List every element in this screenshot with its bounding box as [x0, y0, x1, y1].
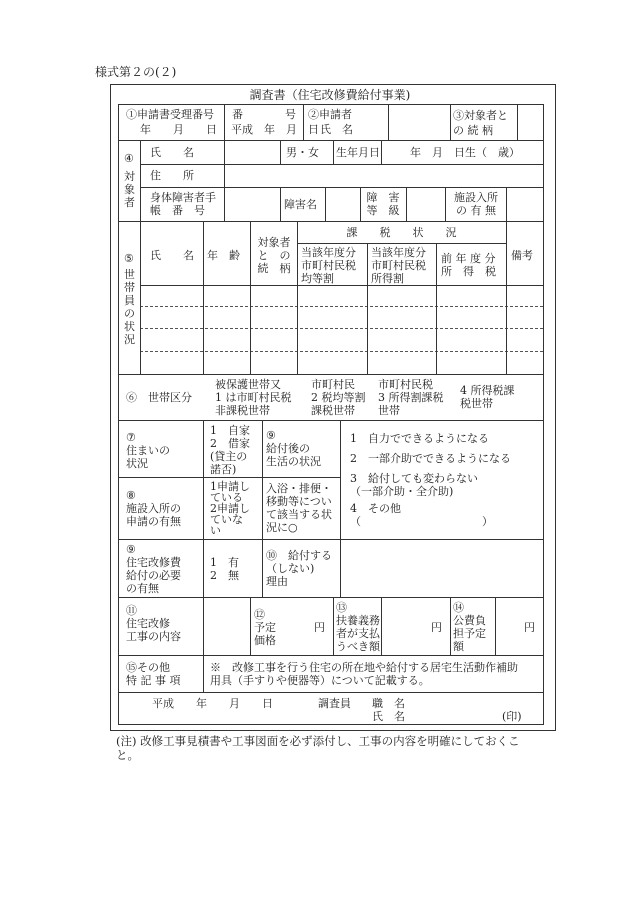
- birth-date-value: 年 月 日生（ 歳）: [410, 146, 520, 159]
- reason-label: ⑩ 給付する （しない) 理由: [266, 549, 332, 588]
- job-title-label: 職 名: [372, 697, 405, 710]
- household-vertical-label: 世帯員の状況: [124, 268, 135, 346]
- planned-price-yen: 円: [314, 621, 325, 634]
- support-amount-yen: 円: [431, 621, 442, 634]
- special-notes-label: ⑮その他 特 記 事 項: [126, 661, 181, 687]
- investigator-name-label: 氏 名: [372, 710, 405, 723]
- footnote: (注) 改修工事見積書や工事図面を必ず添付し、工事の内容を明確にしておくこ と。: [116, 734, 520, 762]
- subject-vertical-label: 対象者: [124, 170, 135, 209]
- doc-title: 調査書（住宅改修費給付事業): [249, 88, 411, 102]
- life-option-4: 4 その他 （ ）: [350, 502, 493, 528]
- tax-status-header: 課 税 状 況: [346, 226, 457, 239]
- col-age-header: 年 齢: [207, 249, 240, 262]
- life-after-benefit-label: ⑨ 給付後の 生活の状況: [266, 429, 321, 468]
- receipt-number-label: ①申請書受理番号: [126, 108, 214, 121]
- disability-name-label: 障害名: [284, 198, 317, 211]
- work-content-label: ⑪ 住宅改修 工事の内容: [126, 604, 181, 643]
- investigator-label: 調査員: [318, 697, 351, 710]
- facility-application-label: ⑧ 施設入所の 申請の有無: [126, 489, 181, 528]
- category-option-4: 4 所得税課 税世帯: [460, 384, 515, 410]
- tax-col-per-capita: 当該年度分 市町村民税 均等割: [301, 246, 356, 285]
- col-name-header: 氏 名: [150, 249, 194, 262]
- life-option-2: 2 一部介助でできるようになる: [350, 452, 511, 465]
- support-obligor-amount-label: ⑬ 扶養義務 者が支払 うべき額: [336, 601, 380, 653]
- public-burden-yen: 円: [524, 621, 535, 634]
- disability-grade-label: 障 害 等 級: [366, 191, 400, 217]
- signature-date: 平成 年 月 日: [152, 697, 273, 710]
- activity-instruction: 入浴・排便・ 移動等につい て該当する状 況に○: [266, 482, 332, 534]
- special-notes-text: ※ 改修工事を行う住宅の所在地や給付する居宅生活動作補助 用具（手すりや便器等）について記載する。: [210, 661, 518, 687]
- applicant-name-label: 氏 名: [320, 123, 353, 136]
- address-label: 住 所: [150, 169, 194, 182]
- household-category-label: ⑥ 世帯区分: [126, 391, 192, 404]
- life-option-3: 3 給付しても変わらない （一部介助・全介助): [350, 472, 478, 498]
- gou-label: 号: [285, 108, 296, 121]
- housing-options: 1 自家 2 借家 (貸主の 諾否): [210, 424, 250, 476]
- necessity-label: ⑨ 住宅改修費 給付の必要 の有無: [126, 543, 181, 595]
- receipt-date: 年 月 日: [140, 123, 217, 136]
- facility-admission-label: 施設入所 の 有 無: [454, 191, 498, 217]
- category-option-1: 被保護世帯又 1 は市町村民税 非課税世帯: [215, 378, 292, 417]
- ban-label: 番: [232, 108, 243, 121]
- heisei-date: 平成 年 月 日: [231, 123, 319, 136]
- public-burden-label: ⑭ 公費負 担予定 額: [453, 601, 486, 653]
- subject-name-label: 氏 名: [150, 146, 194, 159]
- planned-price-label: ⑫ 予定 価格: [254, 608, 276, 647]
- housing-status-label: ⑦ 住まいの 状況: [126, 431, 170, 470]
- form-label: 様式第２の(２): [95, 65, 177, 79]
- relation-label: ③対象者と の 続 柄: [453, 109, 508, 137]
- subject-section-number: ④: [124, 152, 134, 165]
- sex-options: 男・女: [286, 146, 319, 159]
- household-section-number: ⑤: [124, 252, 134, 265]
- seal-mark: (印): [502, 710, 522, 723]
- tax-col-income-tax: 前 年 度 分 所 得 税: [441, 252, 496, 278]
- facility-application-options: 1申請し ている 2申請し ていな い: [210, 480, 250, 537]
- tax-col-income-levy: 当該年度分 市町村民税 所得割: [371, 246, 426, 285]
- col-remarks-header: 備考: [511, 249, 533, 262]
- necessity-options: 1 有 2 無: [210, 556, 239, 582]
- birth-date-label: 生年月日: [336, 146, 380, 159]
- life-option-1: 1 自力でできるようになる: [350, 432, 489, 445]
- applicant-label: ②申請者: [308, 108, 352, 121]
- col-relation-header: 対象者 と の 続 柄: [257, 236, 291, 275]
- category-option-2: 市町村民 2 税均等割 課税世帯: [311, 378, 366, 417]
- category-option-3: 市町村民税 3 所得割課税 世帯: [378, 378, 444, 417]
- handbook-number-label: 身体障害者手 帳 番 号: [150, 191, 216, 217]
